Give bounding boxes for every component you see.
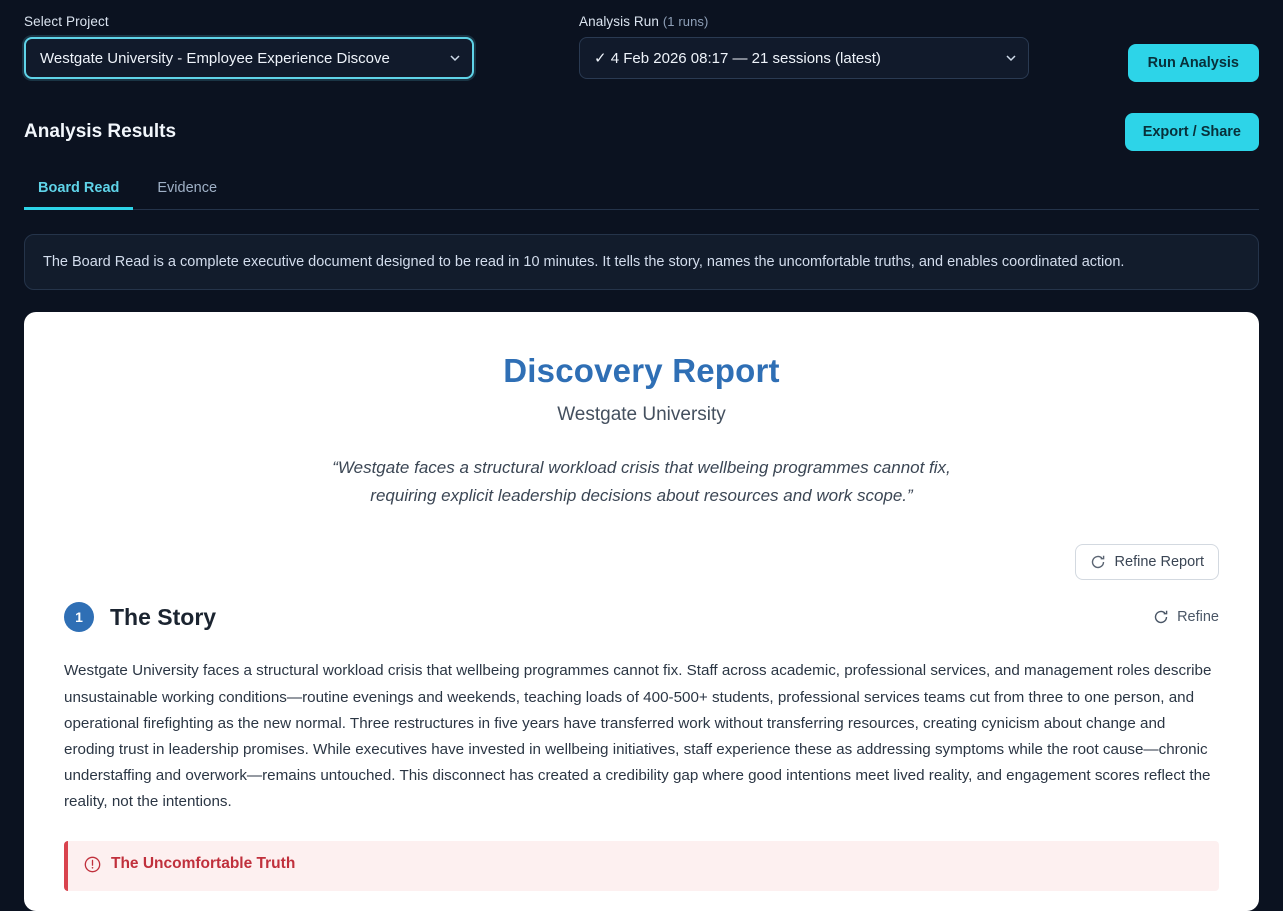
export-share-button[interactable]: Export / Share [1125,113,1259,151]
analysis-run-select[interactable] [579,37,1029,79]
section-header [64,602,1219,632]
tab-board-read[interactable]: Board Read [24,172,133,210]
tab-bar [24,172,1259,210]
section-body-text: Westgate University faces a structural workload crisis that wellbeing programmes cannot fix. Staff across academic, professional services, and management roles describe unsustainable working conditions—routine evenings and weekends, teaching loads of 400-500+ students, professional services teams cut from three to one person, and operational firefighting as the new normal. Three restructures in five years have transferred work without transferring resources, creating cynicism about change and eroding trust in leadership promises. While executives have invested in wellbeing initiatives, staff experience these as addressing symptoms while the root cause—chronic understaffing and overwork—remains untouched. This disconnect has created a credibility gap where good intentions meet lived reality, and engagement scores reflect the reality, not the intentions. [64,662,1212,811]
refresh-icon [1090,554,1106,570]
project-select-value: Westgate University - Employee Experience Discove [40,49,390,67]
section-number-badge: 1 [64,602,94,632]
refine-report-button[interactable] [1075,544,1219,580]
report-quote-line-1: “Westgate faces a structural workload crisis that wellbeing programmes cannot fix, [332,458,951,478]
analysis-run-control-group [579,14,1029,79]
report-quote [64,454,1219,510]
controls-row [24,14,1259,98]
refine-report-label: Refine Report [1114,554,1204,571]
chevron-down-icon [1006,53,1016,63]
project-control-group [24,14,474,79]
alert-circle-icon [84,856,101,873]
run-analysis-button[interactable]: Run Analysis [1128,44,1259,82]
uncomfortable-truth-title: The Uncomfortable Truth [111,855,296,873]
analysis-run-label-text: Analysis Run [579,14,659,29]
analysis-run-select-value: ✓ 4 Feb 2026 08:17 — 21 sessions (latest) [594,50,881,67]
tab-evidence[interactable]: Evidence [143,172,231,210]
uncomfortable-truth-header [84,855,1201,873]
page-title: Analysis Results [24,121,177,142]
uncomfortable-truth-box [64,841,1219,891]
chevron-down-icon [450,53,460,63]
report-quote-line-2: requiring explicit leadership decisions about resources and work scope.” [370,486,913,506]
section-title: The Story [110,603,217,630]
refine-section-label: Refine [1177,609,1219,626]
report-subtitle: Westgate University [557,404,726,426]
analysis-results-header [24,114,1259,150]
info-banner: The Board Read is a complete executive document designed to be read in 10 minutes. It tells the story, names the uncomfortable truths, and enables coordinated action. [24,234,1259,290]
report-title: Discovery Report [503,352,780,390]
refine-section-button[interactable] [1153,609,1219,625]
refresh-icon [1153,609,1169,625]
refine-report-row [64,544,1219,580]
analysis-run-count: (1 runs) [662,14,709,29]
project-select[interactable] [24,37,474,79]
report-card [24,312,1259,911]
analysis-run-label [579,14,1029,29]
select-project-label: Select Project [24,14,109,29]
